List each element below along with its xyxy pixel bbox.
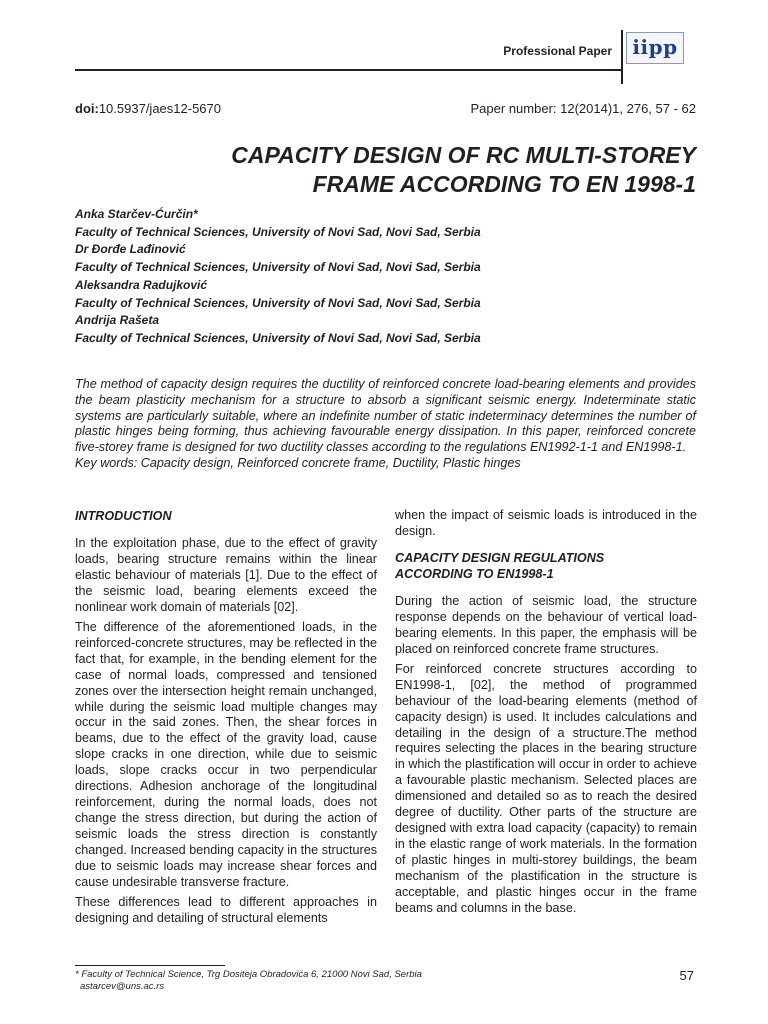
paper-title xyxy=(76,141,696,199)
heading-line: CAPACITY DESIGN REGULATIONS xyxy=(395,550,605,565)
body-paragraph: The difference of the aforementioned loads, in the reinforced-concrete structures, may be reflected in the fact that, for example, in the bending element for the case of normal loads, compressed and tensioned zones over the intersection height remain unchanged, while during the seismic load multiple changes may occur in the said zones. Then, the shear forces in beams, due to the effect of the gravity load, cause slope cracks in one direction, while due to seismic loads, slope cracks occur in two perpendicular directions. Adhesion anchorage of the longitudinal reinforcement, during the normal loads, does not change the stress direction, but during the action of seismic loads the stress direction is constantly changed. Increased bending capacity in the structures due to seismic loads may increase shear forces and cause undesirable transverse fracture. xyxy=(75,619,377,890)
author-affiliation: Faculty of Technical Sciences, University of Novi Sad, Novi Sad, Serbia xyxy=(75,295,481,310)
doi[interactable] xyxy=(75,101,221,116)
keywords: Key words: Capacity design, Reinforced concrete frame, Ductility, Plastic hinges xyxy=(75,455,521,470)
header-rule xyxy=(75,69,622,71)
footnote-address: * Faculty of Technical Science, Trg Dositeja Obradovića 6, 21000 Novi Sad, Serbia xyxy=(75,969,422,980)
title-line: FRAME ACCORDING TO EN 1998-1 xyxy=(312,171,696,197)
paper-type: Professional Paper xyxy=(503,44,612,58)
column-right xyxy=(395,508,697,921)
section-heading-introduction: INTRODUCTION xyxy=(75,509,172,523)
body-paragraph: In the exploitation phase, due to the effect of gravity loads, bearing structure remains within the linear elastic behaviour of materials [1]. Due to the effect of the seismic load, bearing elements exceed the nonlinear work domain of materials [02]. xyxy=(75,536,377,614)
author-affiliation: Faculty of Technical Sciences, University of Novi Sad, Novi Sad, Serbia xyxy=(75,224,481,239)
section-heading-capacity-design xyxy=(395,550,697,582)
heading-line: ACCORDING TO EN1998-1 xyxy=(395,566,554,581)
author-affiliation: Faculty of Technical Sciences, University of Novi Sad, Novi Sad, Serbia xyxy=(75,260,481,275)
column-left xyxy=(75,508,377,931)
footnote xyxy=(75,969,422,993)
author-list xyxy=(75,206,695,348)
abstract-text: The method of capacity design requires the ductility of reinforced concrete load-bearing elements and provides the beam plasticity mechanism for a structure to absorb a significant seismic energy. Indeterminate static systems are particularly suitable, where an indefinite number of static indeterminacy determines the number of plastic hinges being forming, thus achieving favourable energy dissipation. In this paper, reinforced concrete five-storey frame is designed for two ductility classes according to the regulations EN1992-1-1 and EN1998-1. xyxy=(75,377,696,455)
doi-value[interactable]: 10.5937/jaes12-5670 xyxy=(98,101,221,116)
paper-number: Paper number: 12(2014)1, 276, 57 - 62 xyxy=(470,101,696,116)
title-line: CAPACITY DESIGN OF RC MULTI-STOREY xyxy=(231,142,696,168)
footnote-email[interactable]: astarcev@uns.ac.rs xyxy=(80,981,165,992)
body-paragraph: when the impact of seismic loads is introduced in the design. xyxy=(395,508,697,538)
journal-logo xyxy=(626,32,684,64)
abstract xyxy=(75,377,696,472)
body-paragraph: For reinforced concrete structures according to EN1998-1, [02], the method of programmed behaviour of the load-bearing elements (method of capacity design) is used. It includes calculations and detailing in the design of a structure.The method requires selecting the places in the bearing structure in which the plastification will occur in order to achieve a favourable plastic mechanism. Selected places are dimensioned and detailed so as to reach the desired degree of ductility. Other parts of the structure are designed with extra load capacity (capacity) to remain in the elastic range of work materials. In the formation of plastic hinges in multi-storey buildings, the beam mechanism of the plastification in the structure is acceptable, and plastic hinges occur in the frame beams and columns in the base. xyxy=(395,661,697,916)
author-name: Dr Đorđe Lađinović xyxy=(75,242,186,257)
doi-label: doi: xyxy=(75,101,99,116)
header-divider xyxy=(621,30,623,84)
author-name: Andrija Rašeta xyxy=(75,313,160,328)
footnote-rule xyxy=(75,965,225,966)
body-paragraph: During the action of seismic load, the structure response depends on the behaviour of vertical load-bearing elements. In this paper, the emphasis will be placed on reinforced concrete frame structures. xyxy=(395,593,697,656)
body-paragraph: These differences lead to different approaches in designing and detailing of structural elements xyxy=(75,894,377,925)
author-name: Aleksandra Radujković xyxy=(75,277,208,292)
journal-logo-text: iipp xyxy=(632,35,678,59)
author-name: Anka Starčev-Ćurčin* xyxy=(75,207,198,221)
author-affiliation: Faculty of Technical Sciences, University of Novi Sad, Novi Sad, Serbia xyxy=(75,330,481,345)
page-number: 57 xyxy=(679,968,694,983)
